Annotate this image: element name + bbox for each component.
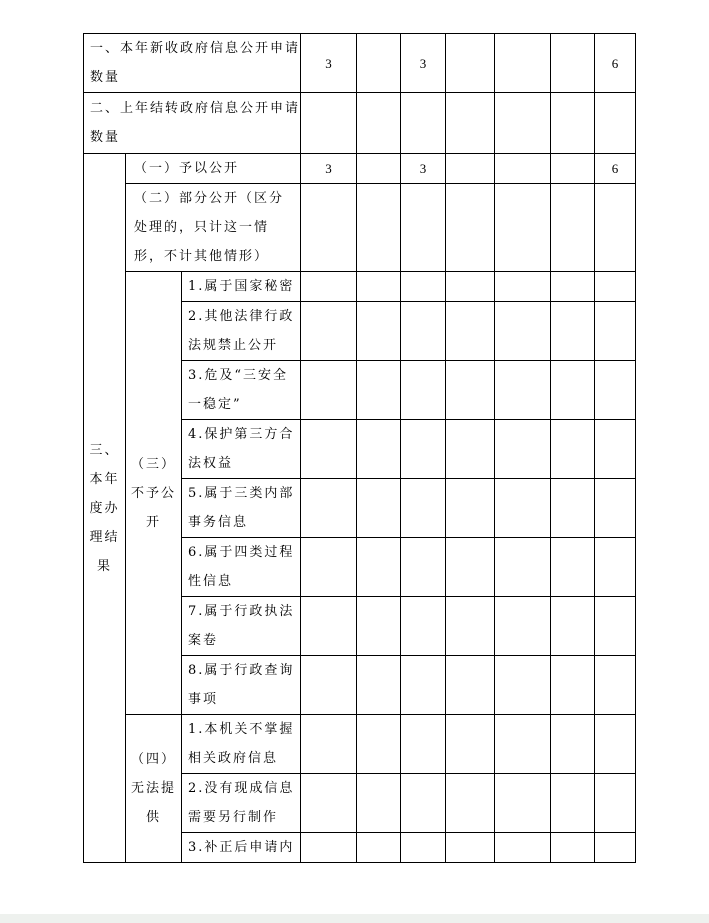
group-label-results-line2: 本年度办理结果 bbox=[89, 471, 120, 574]
table-row bbox=[84, 184, 636, 272]
cell-empty bbox=[495, 479, 551, 538]
cell-empty bbox=[446, 154, 495, 184]
cell-empty bbox=[357, 656, 401, 715]
cell-empty bbox=[301, 774, 357, 833]
group-label-results-line1: 三、 bbox=[89, 442, 120, 458]
cell-empty bbox=[446, 538, 495, 597]
cell-empty bbox=[495, 272, 551, 302]
cell-empty bbox=[446, 361, 495, 420]
table-row bbox=[84, 93, 636, 154]
cell-empty bbox=[401, 184, 446, 272]
cell-empty bbox=[446, 420, 495, 479]
cell-empty bbox=[495, 420, 551, 479]
cell-empty bbox=[595, 272, 636, 302]
bottom-strip bbox=[0, 914, 709, 923]
cell-empty bbox=[595, 420, 636, 479]
cell-empty bbox=[446, 656, 495, 715]
cell-empty bbox=[357, 93, 401, 154]
table-row bbox=[84, 34, 636, 93]
group-label-results bbox=[84, 154, 126, 863]
cell-empty bbox=[595, 656, 636, 715]
cell-value: 3 bbox=[301, 34, 357, 93]
cell-empty bbox=[495, 34, 551, 93]
row-label-item: 1.本机关不掌握相关政府信息 bbox=[182, 715, 301, 774]
cell-empty bbox=[551, 656, 595, 715]
cell-empty bbox=[357, 774, 401, 833]
row-label-item: 1.属于国家秘密 bbox=[182, 272, 301, 302]
gov-info-disclosure-table bbox=[83, 33, 636, 863]
cell-empty bbox=[357, 361, 401, 420]
cell-empty bbox=[401, 420, 446, 479]
cell-empty bbox=[446, 479, 495, 538]
cell-empty bbox=[401, 272, 446, 302]
cell-empty bbox=[551, 184, 595, 272]
cell-empty bbox=[551, 420, 595, 479]
cell-empty bbox=[357, 538, 401, 597]
cell-empty bbox=[357, 479, 401, 538]
cell-total: 6 bbox=[595, 34, 636, 93]
cell-empty bbox=[357, 833, 401, 863]
cell-empty bbox=[595, 302, 636, 361]
cell-empty bbox=[401, 774, 446, 833]
row-label-item: 6.属于四类过程性信息 bbox=[182, 538, 301, 597]
row-label-item: 3.危及“三安全一稳定” bbox=[182, 361, 301, 420]
cell-empty bbox=[401, 656, 446, 715]
cell-empty bbox=[301, 93, 357, 154]
cell-empty bbox=[495, 184, 551, 272]
table-row bbox=[84, 715, 636, 774]
cell-empty bbox=[446, 34, 495, 93]
cell-empty bbox=[595, 715, 636, 774]
cell-empty bbox=[357, 597, 401, 656]
cell-empty bbox=[301, 184, 357, 272]
cell-empty bbox=[495, 833, 551, 863]
row-label-item: 2.其他法律行政法规禁止公开 bbox=[182, 302, 301, 361]
row-label-item: 5.属于三类内部事务信息 bbox=[182, 479, 301, 538]
cell-empty bbox=[301, 715, 357, 774]
cell-empty bbox=[495, 302, 551, 361]
cell-empty bbox=[551, 272, 595, 302]
cell-empty bbox=[551, 597, 595, 656]
cell-empty bbox=[357, 272, 401, 302]
cell-empty bbox=[495, 154, 551, 184]
row-label-item: 3.补正后申请内 bbox=[182, 833, 301, 863]
cell-empty bbox=[357, 154, 401, 184]
cell-empty bbox=[301, 361, 357, 420]
row-label-public: （一）予以公开 bbox=[126, 154, 301, 184]
table-row bbox=[84, 154, 636, 184]
cell-empty bbox=[401, 597, 446, 656]
cell-empty bbox=[446, 597, 495, 656]
cell-empty bbox=[446, 184, 495, 272]
cell-empty bbox=[301, 420, 357, 479]
cell-empty bbox=[595, 361, 636, 420]
row-label-new-applications: 一、本年新收政府信息公开申请数量 bbox=[84, 34, 301, 93]
cell-empty bbox=[495, 361, 551, 420]
cell-empty bbox=[401, 479, 446, 538]
cell-empty bbox=[595, 184, 636, 272]
cell-empty bbox=[595, 597, 636, 656]
cell-empty bbox=[551, 479, 595, 538]
cell-empty bbox=[495, 93, 551, 154]
cell-empty bbox=[301, 656, 357, 715]
cell-empty bbox=[357, 184, 401, 272]
cell-empty bbox=[551, 154, 595, 184]
cell-empty bbox=[495, 715, 551, 774]
cell-empty bbox=[495, 656, 551, 715]
cell-empty bbox=[301, 833, 357, 863]
cell-empty bbox=[401, 538, 446, 597]
cell-empty bbox=[401, 302, 446, 361]
cell-empty bbox=[551, 774, 595, 833]
row-label-carried-over: 二、上年结转政府信息公开申请数量 bbox=[84, 93, 301, 154]
cell-empty bbox=[446, 715, 495, 774]
cell-empty bbox=[401, 715, 446, 774]
cell-empty bbox=[357, 302, 401, 361]
cell-empty bbox=[401, 833, 446, 863]
cell-empty bbox=[495, 774, 551, 833]
group-label-unable: （四）无法提供 bbox=[126, 715, 182, 863]
cell-empty bbox=[551, 538, 595, 597]
cell-value: 3 bbox=[401, 154, 446, 184]
cell-empty bbox=[551, 361, 595, 420]
cell-empty bbox=[595, 833, 636, 863]
cell-empty bbox=[357, 715, 401, 774]
cell-empty bbox=[551, 34, 595, 93]
cell-empty bbox=[401, 93, 446, 154]
cell-empty bbox=[595, 93, 636, 154]
cell-empty bbox=[551, 715, 595, 774]
cell-empty bbox=[551, 833, 595, 863]
row-label-item: 8.属于行政查询事项 bbox=[182, 656, 301, 715]
row-label-item: 2.没有现成信息需要另行制作 bbox=[182, 774, 301, 833]
table-row bbox=[84, 272, 636, 302]
cell-empty bbox=[446, 302, 495, 361]
cell-total: 6 bbox=[595, 154, 636, 184]
cell-empty bbox=[495, 538, 551, 597]
cell-empty bbox=[301, 479, 357, 538]
cell-value: 3 bbox=[301, 154, 357, 184]
cell-empty bbox=[301, 272, 357, 302]
cell-empty bbox=[595, 538, 636, 597]
row-label-partial-public: （二）部分公开（区分处理的，只计这一情形，不计其他情形） bbox=[126, 184, 301, 272]
cell-empty bbox=[401, 361, 446, 420]
cell-value: 3 bbox=[401, 34, 446, 93]
cell-empty bbox=[595, 479, 636, 538]
row-label-item: 4.保护第三方合法权益 bbox=[182, 420, 301, 479]
cell-empty bbox=[446, 833, 495, 863]
row-label-item: 7.属于行政执法案卷 bbox=[182, 597, 301, 656]
cell-empty bbox=[357, 34, 401, 93]
cell-empty bbox=[551, 93, 595, 154]
cell-empty bbox=[495, 597, 551, 656]
cell-empty bbox=[301, 538, 357, 597]
cell-empty bbox=[446, 272, 495, 302]
cell-empty bbox=[301, 302, 357, 361]
cell-empty bbox=[446, 93, 495, 154]
cell-empty bbox=[595, 774, 636, 833]
cell-empty bbox=[357, 420, 401, 479]
cell-empty bbox=[551, 302, 595, 361]
cell-empty bbox=[446, 774, 495, 833]
cell-empty bbox=[301, 597, 357, 656]
group-label-not-public: （三）不予公开 bbox=[126, 272, 182, 715]
